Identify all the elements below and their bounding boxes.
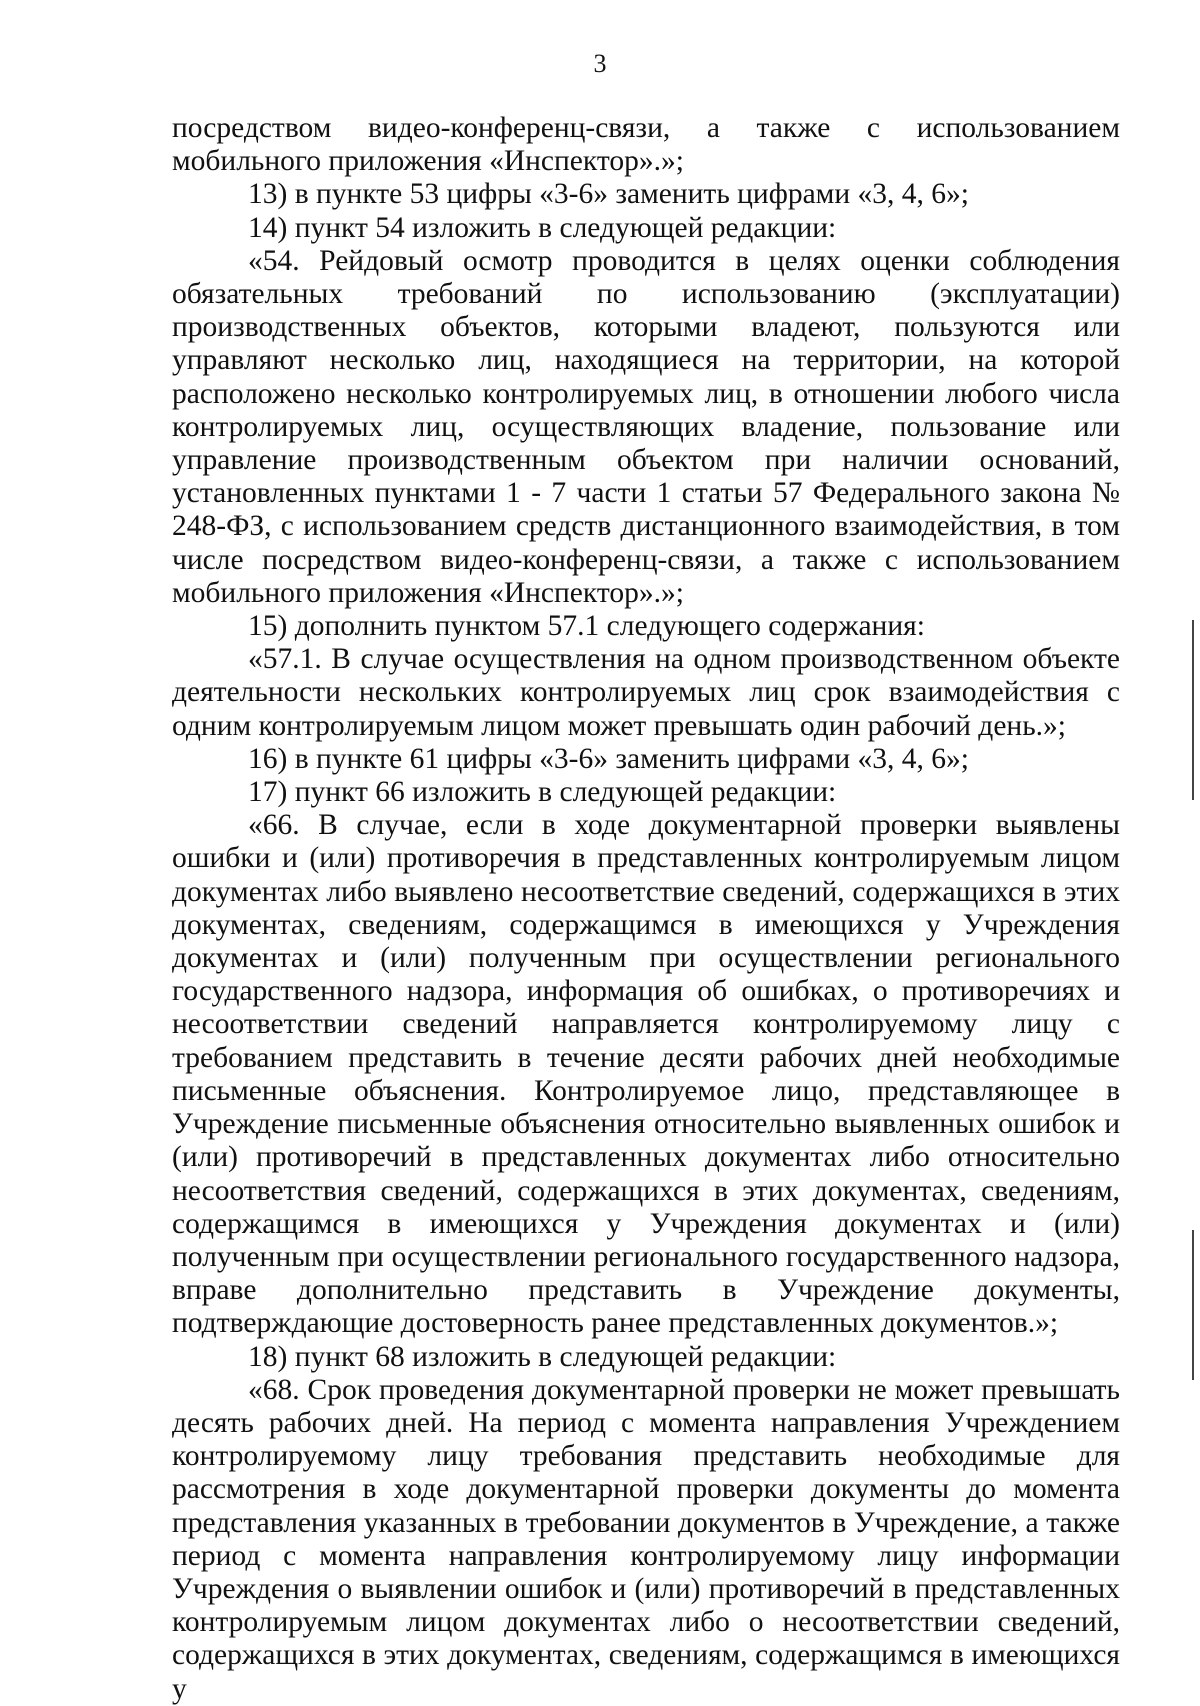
- paragraph-item-13: 13) в пункте 53 цифры «3-6» заменить цифрами «3, 4, 6»;: [248, 178, 969, 211]
- paragraph-point-66: «66. В случае, если в ходе документарной проверки выявлены ошибки и (или) противоречия в представленных контролируемым лицом документах либо выявлено несоответствие сведений, содержащихся в этих документах, сведениям, содержащимся в имеющихся у Учреждения документах и (или) полученным при осуществлении регионального государственного надзора, информация об ошибках, о противоречиях и несоответствии сведений направляется контролируемому лицу с требованием представить в течение десяти рабочих дней необходимые письменные объяснения. Контролируемое лицо, представляющее в Учреждение письменные объяснения относительно выявленных ошибок и (или) противоречий в представленных документах либо относительно несоответствия сведений, содержащихся в этих документах, сведениям, содержащимся в имеющихся у Учреждения документах и (или) полученным при осуществлении регионального государственного надзора, вправе дополнительно представить в Учреждение документы, подтверждающие достоверность ранее представленных документов.»;: [172, 809, 1120, 1340]
- paragraph-item-16: 16) в пункте 61 цифры «3-6» заменить цифрами «3, 4, 6»;: [248, 742, 969, 775]
- paragraph-item-14: 14) пункт 54 изложить в следующей редакции:: [248, 211, 837, 244]
- paragraph-item-17: 17) пункт 66 изложить в следующей редакции:: [248, 776, 837, 809]
- paragraph-point-54: «54. Рейдовый осмотр проводится в целях оценки соблюдения обязательных требований по использованию (эксплуатации) производственных объектов, которыми владеют, пользуются или управляют несколько лиц, находящиеся на территории, на которой расположено несколько контролируемых лиц, в отношении любого числа контролируемых лиц, осуществляющих владение, пользование или управление производственным объектом при наличии оснований, установленных пунктами 1 - 7 части 1 статьи 57 Федерального закона № 248-ФЗ, с использованием средств дистанционного взаимодействия, в том числе посредством видео-конференц-связи, а также с использованием мобильного приложения «Инспектор».»;: [172, 244, 1120, 609]
- page-number: 3: [593, 49, 607, 78]
- scan-edge-mark: [1192, 620, 1194, 800]
- paragraph-point-68: «68. Срок проведения документарной проверки не может превышать десять рабочих дней. На период с момента направления Учреждением контролируемому лицу требования представить необходимые для рассмотрения в ходе документарной проверки документы до момента представления указанных в требовании документов в Учреждение, а также период с момента направления контролируемому лицу информации Учреждения о выявлении ошибок и (или) противоречий в представленных контролируемым лицом документах либо о несоответствии сведений, содержащихся в этих документах, сведениям, содержащимся в имеющихся у: [172, 1373, 1120, 1705]
- paragraph-point-57-1: «57.1. В случае осуществления на одном производственном объекте деятельности нескольких контролируемых лиц срок взаимодействия с одним контролируемым лицом может превышать один рабочий день.»;: [172, 643, 1120, 742]
- paragraph-continuation: посредством видео-конференц-связи, а также с использованием мобильного приложения «Инспектор».»;: [172, 112, 1120, 178]
- paragraph-item-15: 15) дополнить пунктом 57.1 следующего содержания:: [248, 610, 925, 643]
- scan-edge-mark: [1192, 1230, 1194, 1380]
- paragraph-item-18: 18) пункт 68 изложить в следующей редакции:: [248, 1340, 837, 1373]
- document-body: [172, 112, 1120, 1706]
